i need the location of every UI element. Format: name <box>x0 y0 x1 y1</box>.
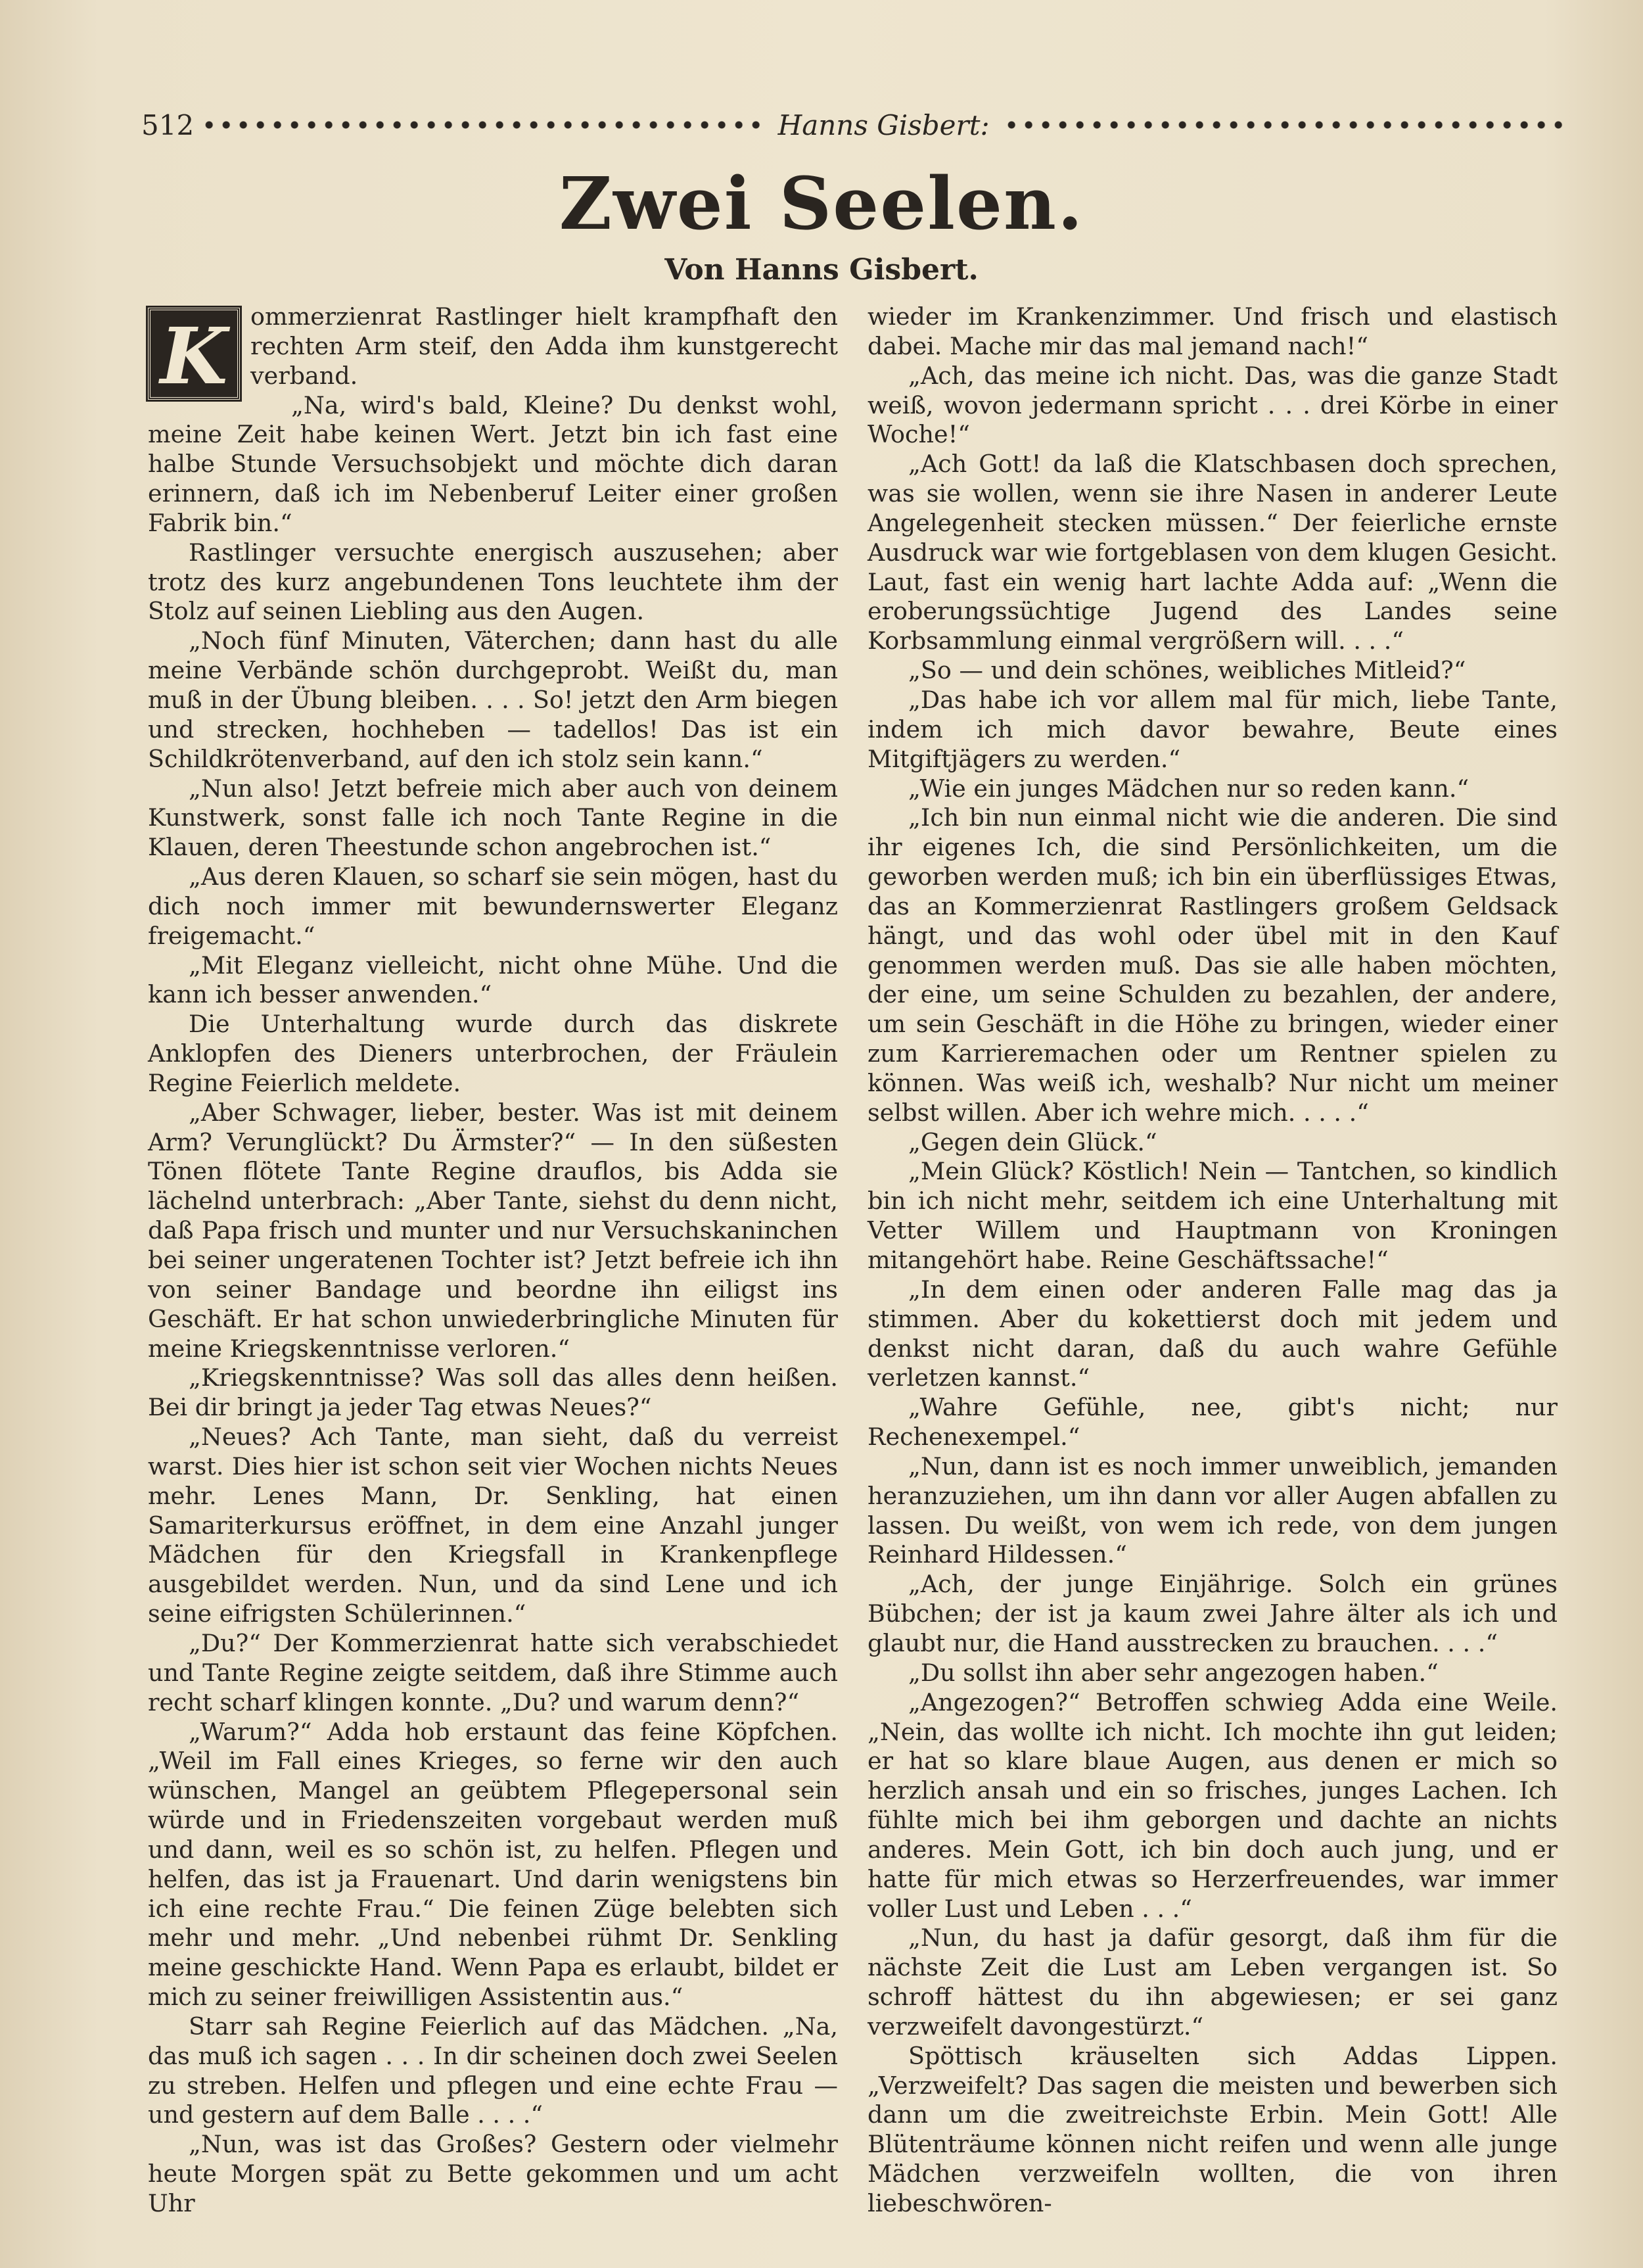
paragraph: „Aber Schwager, lieber, bester. Was ist mit deinem Arm? Verunglückt? Du Ärmster?“ — In den süßesten Tönen flötete Tante Regine drauflos, bis Adda sie lächelnd unterbrach: „Aber Tante, siehst du denn nicht, daß Papa frisch und munter und nur Versuchskaninchen bei seiner ungeratenen Tochter ist? Jetzt befreie ich ihn von seiner Bandage und beordne ihn eiligst ins Geschäft. Er hat schon unwiederbringliche Minuten für meine Kriegskenntnisse verloren.“ <box>148 1098 838 1363</box>
paragraph: „Nun, was ist das Großes? Gestern oder vielmehr heute Morgen spät zu Bette gekommen und um acht Uhr <box>148 2130 838 2217</box>
paragraph: ommerzienrat Rastlinger hielt krampfhaft den rechten Arm steif, den Adda ihm kunstgerecht verband. <box>250 302 838 390</box>
paragraph: „Das habe ich vor allem mal für mich, liebe Tante, indem ich mich davor bewahre, Beute eines Mitgiftjägers zu werden.“ <box>868 685 1558 773</box>
paragraph: „Du?“ Der Kommerzienrat hatte sich verabschiedet und Tante Regine zeigte seitdem, daß ihre Stimme auch recht scharf klingen konnte. „Du? und warum denn?“ <box>148 1628 838 1716</box>
paragraph: „Neues? Ach Tante, man sieht, daß du verreist warst. Dies hier ist schon seit vier Wochen nichts Neues mehr. Lenes Mann, Dr. Senkling, hat einen Samariterkursus eröffnet, in dem eine Anzahl junger Mädchen für den Kriegsfall in Krankenpflege ausgebildet werden. Nun, und da sind Lene und ich seine eifrigsten Schülerinnen.“ <box>148 1423 838 1628</box>
running-title: Hanns Gisbert: <box>777 108 990 141</box>
paragraph: „Gegen dein Glück.“ <box>908 1127 1157 1156</box>
paragraph: „Nun, du hast ja dafür gesorgt, daß ihm für die nächste Zeit die Lust am Leben vergangen ist. So schroff hättest du ihn abgewiesen; er sei ganz verzweifelt davongestürzt.“ <box>868 1924 1558 2041</box>
paragraph: „Du sollst ihn aber sehr angezogen haben.“ <box>908 1658 1439 1687</box>
paragraph: „So — und dein schönes, weibliches Mitleid?“ <box>908 656 1466 685</box>
page-number: 512 <box>141 108 195 141</box>
paragraph: „Nun, dann ist es noch immer unweiblich, jemanden heranzuziehen, um ihn dann vor aller Augen abfallen zu lassen. Du weißt, von wem ich rede, von dem jungen Reinhard Hildessen.“ <box>868 1452 1558 1569</box>
paragraph: „Wie ein junges Mädchen nur so reden kann.“ <box>908 774 1469 803</box>
right-column <box>868 302 1558 2219</box>
left-column <box>148 302 838 2219</box>
paragraph: wieder im Krankenzimmer. Und frisch und elastisch dabei. Mache mir das mal jemand nach!“ <box>868 302 1558 360</box>
paragraph: „Aus deren Klauen, so scharf sie sein mögen, hast du dich noch immer mit bewundernswerter Eleganz freigemacht.“ <box>148 862 838 950</box>
story-title: Zwei Seelen. <box>559 161 1084 246</box>
paragraph: „Ach Gott! da laß die Klatschbasen doch sprechen, was sie wollen, wenn sie ihre Nasen in anderer Leute Angelegenheit stecken müssen.“ Der feierliche ernste Ausdruck war wie fortgeblasen von dem klugen Gesicht. Laut, fast ein wenig hart lachte Adda auf: „Wenn die eroberungssüchtige Jugend des Landes seine Korbsammlung einmal vergrößern will. . . .“ <box>868 450 1558 655</box>
paragraph: Die Unterhaltung wurde durch das diskrete Anklopfen des Dieners unterbrochen, der Fräulein Regine Feierlich meldete. <box>148 1010 838 1097</box>
ornament-rule-right <box>1006 118 1564 132</box>
byline: Von Hanns Gisbert. <box>664 253 979 287</box>
paragraph: „Mein Glück? Köstlich! Nein — Tantchen, so kindlich bin ich nicht mehr, seitdem ich eine Unterhaltung mit Vetter Willem und Hauptmann von Kroningen mitangehört habe. Reine Geschäftssache!“ <box>868 1157 1558 1274</box>
paragraph: „Kriegskenntnisse? Was soll das alles denn heißen. Bei dir bringt ja jeder Tag etwas Neues?“ <box>148 1363 838 1422</box>
paragraph: „Noch fünf Minuten, Väterchen; dann hast du alle meine Verbände schön durchgeprobt. Weißt du, man muß in der Übung bleiben. . . . So! jetzt den Arm biegen und strecken, hochheben — tadellos! Das ist ein Schildkrötenverband, auf den ich stolz sein kann.“ <box>148 626 838 773</box>
drop-cap: K <box>148 308 240 400</box>
running-header <box>141 105 1564 145</box>
ornament-rule-left <box>203 118 762 132</box>
paragraph: „Ich bin nun einmal nicht wie die anderen. Die sind ihr eigenes Ich, die sind Persönlichkeiten, um die geworben werden muß; ich bin ein überflüssiges Etwas, das an Kommerzienrat Rastlingers großem Geldsack hängt, und das wohl oder übel mit in den Kauf genommen werden muß. Das sie alle haben möchten, der eine, um seine Schulden zu bezahlen, der andere, um sein Geschäft in die Höhe zu bringen, wieder einer zum Karrieremachen oder um Rentner spielen zu können. Was weiß ich, weshalb? Nur nicht um meiner selbst willen. Aber ich wehre mich. . . . .“ <box>868 803 1558 1127</box>
paragraph: „Ach, das meine ich nicht. Das, was die ganze Stadt weiß, wovon jedermann spricht . . . drei Körbe in einer Woche!“ <box>868 361 1558 449</box>
paragraph: „Na, wird's bald, Kleine? Du denkst wohl, meine Zeit habe keinen Wert. Jetzt bin ich fast eine halbe Stunde Versuchsobjekt und möchte dich daran erinnern, daß ich im Nebenberuf Leiter einer großen Fabrik bin.“ <box>148 390 838 537</box>
paragraph: „Ach, der junge Einjährige. Solch ein grünes Bübchen; der ist ja kaum zwei Jahre älter als ich und glaubt nur, die Hand ausstrecken zu brauchen. . . .“ <box>868 1570 1558 1657</box>
paragraph: „Wahre Gefühle, nee, gibt's nicht; nur Rechenexempel.“ <box>868 1393 1558 1452</box>
paragraph: „Warum?“ Adda hob erstaunt das feine Köpfchen. „Weil im Fall eines Krieges, so ferne wir den auch wünschen, Mangel an geübtem Pflegepersonal sein würde und in Friedenszeiten vorgebaut werden muß und dann, weil es so schön ist, zu helfen. Pflegen und helfen, das ist ja Frauenart. Und darin wenigstens bin ich eine rechte Frau.“ Die feinen Züge belebten sich mehr und mehr. „Und nebenbei rühmt Dr. Senkling meine geschickte Hand. Wenn Papa es erlaubt, bildet er mich zu seiner freiwilligen Assistentin aus.“ <box>148 1717 838 2012</box>
paragraph: „Mit Eleganz vielleicht, nicht ohne Mühe. Und die kann ich besser anwenden.“ <box>148 951 838 1009</box>
paragraph: „Nun also! Jetzt befreie mich aber auch von deinem Kunstwerk, sonst falle ich noch Tante Regine in die Klauen, deren Theestunde schon angebrochen ist.“ <box>148 774 838 862</box>
paragraph: „In dem einen oder anderen Falle mag das ja stimmen. Aber du kokettierst doch mit jedem und denkst nicht daran, daß du auch wahre Gefühle verletzen kannst.“ <box>868 1275 1558 1392</box>
paragraph: Rastlinger versuchte energisch auszusehen; aber trotz des kurz angebundenen Tons leuchtete ihm der Stolz auf seinen Liebling aus den Augen. <box>148 538 838 626</box>
paragraph: Starr sah Regine Feierlich auf das Mädchen. „Na, das muß ich sagen . . . In dir scheinen doch zwei Seelen zu streben. Helfen und pflegen und eine echte Frau — und gestern auf dem Balle . . . .“ <box>148 2012 838 2129</box>
paragraph: Spöttisch kräuselten sich Addas Lippen. „Verzweifelt? Das sagen die meisten und bewerben sich dann um die zweitreichste Erbin. Mein Gott! Alle Blütenträume können nicht reifen und wenn alle junge Mädchen verzweifeln wollten, die von ihren liebeschwören- <box>868 2041 1558 2217</box>
paragraph: „Angezogen?“ Betroffen schwieg Adda eine Weile. „Nein, das wollte ich nicht. Ich mochte ihn gut leiden; er hat so klare blaue Augen, aus denen er mich so herzlich ansah und ein so frisches, junges Lachen. Ich fühlte mich bei ihm geborgen und dachte an nichts anderes. Mein Gott, ich bin doch auch jung, und er hatte für mich etwas so Herzerfreuendes, war immer voller Lust und Leben . . .“ <box>868 1688 1558 1923</box>
